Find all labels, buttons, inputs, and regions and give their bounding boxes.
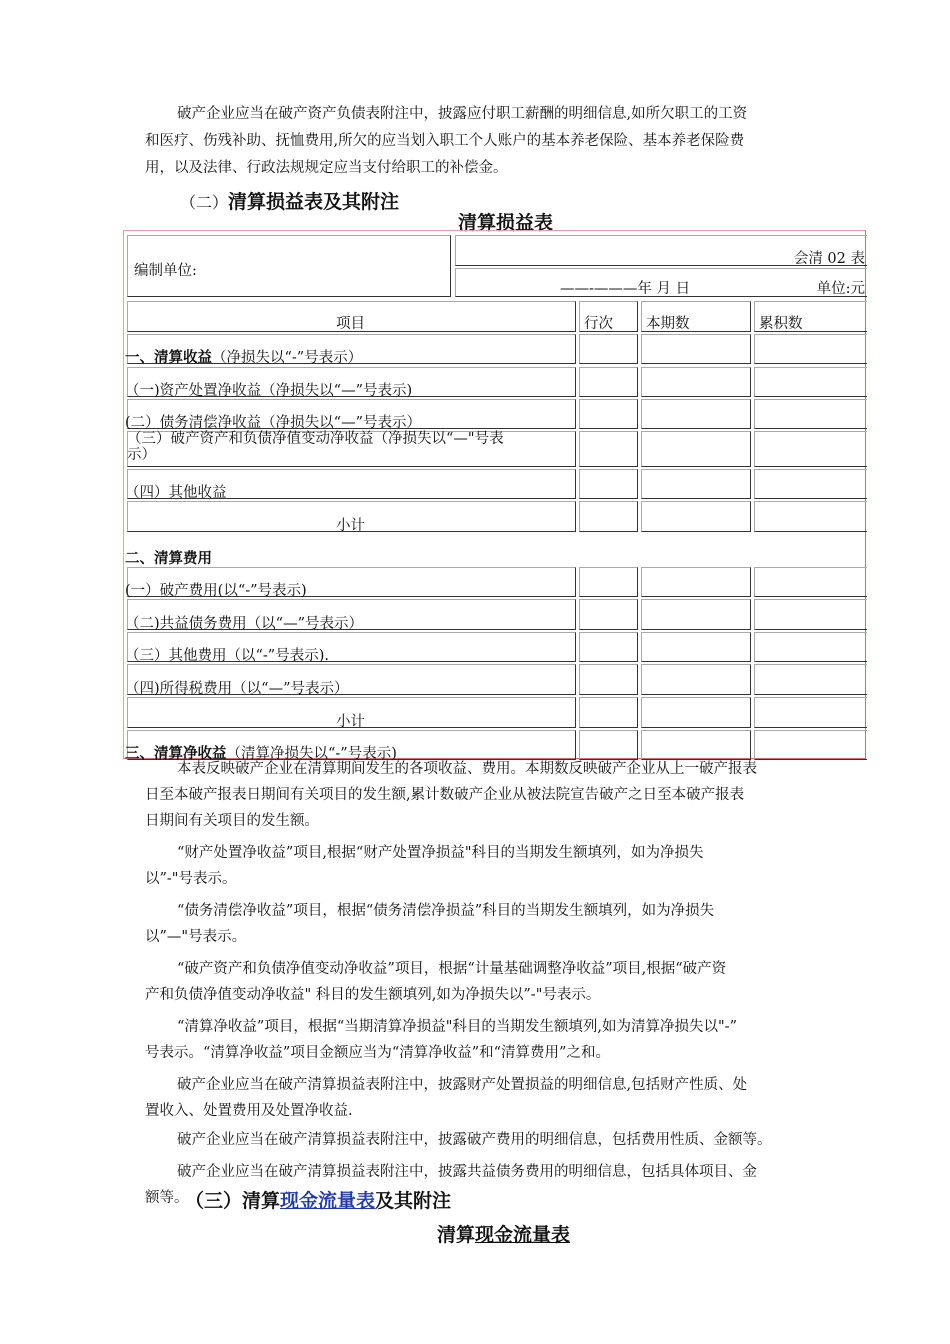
row-label [125, 579, 307, 600]
note-line: 破产企业应当在破产清算损益表附注中，披露财产处置损益的明细信息,包括财产性质、处 [177, 1077, 748, 1093]
row-label-text: （四)所得税费用（以“—”号表示） [125, 681, 349, 697]
header-cumulative: 累积数 [759, 316, 803, 332]
note-line: 日至本破产报表日期间有关项目的发生额,累计数破产企业从被法院宣告破产之日至本破产报表 [145, 787, 745, 803]
row-line-cell[interactable] [579, 697, 638, 728]
row-label [127, 431, 504, 463]
row-cumulative-cell[interactable] [754, 469, 867, 499]
row-cumulative-cell[interactable] [754, 664, 867, 695]
cash-title-link[interactable]: 现金流量表 [475, 1224, 571, 1246]
row-current-cell[interactable] [641, 632, 751, 662]
intro-line: 用，以及法律、行政法规规定应当支付给职工的补偿金。 [145, 160, 508, 176]
row-line-cell[interactable] [579, 431, 638, 467]
row-label: 小计 [336, 518, 365, 534]
row-current-cell[interactable] [641, 567, 751, 597]
section-heading-3 [185, 1186, 451, 1213]
header-line: 行次 [584, 316, 613, 332]
note-paragraph [145, 1072, 857, 1124]
row-line-cell[interactable] [579, 334, 638, 364]
row-line-cell[interactable] [579, 367, 638, 397]
row-line-cell[interactable] [579, 664, 638, 695]
note-paragraph [145, 956, 857, 1008]
row-label-text: (一）破产费用(以“-”号表示) [125, 583, 307, 599]
cash-title-pre: 清算 [437, 1224, 476, 1246]
row-label [125, 411, 421, 432]
row-line-cell[interactable] [579, 567, 638, 597]
note-line: 产和负债净值变动净收益" 科目的发生额填列,如为净损失以”-"号表示。 [145, 987, 601, 1003]
row-current-cell[interactable] [641, 664, 751, 695]
note-paragraph [145, 756, 857, 834]
row-cumulative-cell[interactable] [754, 334, 867, 364]
note-paragraph [145, 840, 857, 892]
note-paragraph [145, 1014, 857, 1066]
row-label [125, 547, 212, 568]
row-label [125, 379, 412, 400]
row-cumulative-cell[interactable] [754, 501, 867, 532]
note-line: 置收入、处置费用及处置净收益. [145, 1103, 353, 1119]
row-label-text: （一)资产处置净收益（净损失以“—”号表示) [125, 383, 413, 399]
row-cumulative-cell[interactable] [754, 431, 867, 467]
cash-flow-link[interactable]: 现金流量表 [280, 1190, 376, 1212]
note-paragraph [145, 1127, 857, 1153]
row-label-text: （净损失以“-”号表示） [212, 350, 363, 366]
row-label-bold: 三、清算净收益 [125, 745, 227, 762]
intro-paragraph [145, 101, 857, 182]
income-statement-table [123, 230, 866, 762]
note-line: 以”-"号表示。 [145, 871, 237, 887]
row-line-cell[interactable] [579, 632, 638, 662]
row-label [125, 346, 362, 367]
row-current-cell[interactable] [641, 399, 751, 429]
row-line-cell[interactable] [579, 469, 638, 499]
row-cumulative-cell[interactable] [754, 399, 867, 429]
row-current-cell[interactable] [641, 501, 751, 532]
row-current-cell[interactable] [641, 697, 751, 728]
row-current-cell[interactable] [641, 599, 751, 630]
row-cumulative-cell[interactable] [754, 599, 867, 630]
row-label-bold: 一、清算收益 [125, 349, 212, 366]
row-label-text: （清算净损失以“-”号表示) [226, 746, 397, 762]
notes-section [145, 756, 857, 1211]
note-line: 以”—"号表示。 [145, 929, 247, 945]
note-line: “破产资产和负债净值变动净收益”项目，根据“计量基础调整净收益”项目,根据“破产资 [177, 961, 727, 977]
row-line-cell[interactable] [579, 599, 638, 630]
note-line: 破产企业应当在破产清算损益表附注中，披露共益债务费用的明细信息，包括具体项目、金 [177, 1164, 757, 1180]
row-label-text: (二）债务清偿净收益（净损失以“—”号表示） [125, 415, 421, 431]
section-prefix: （三）清算 [185, 1190, 281, 1212]
row-cumulative-cell[interactable] [754, 367, 867, 397]
cash-flow-title [437, 1220, 570, 1247]
row-line-cell[interactable] [579, 501, 638, 532]
note-paragraph [145, 898, 857, 950]
row-current-cell[interactable] [641, 431, 751, 467]
row-label-line: （三）破产资产和负债净值变动净收益（净损失以“—"号表 [127, 431, 504, 447]
note-line: “清算净收益”项目，根据“当期清算净损益"科目的当期发生额填列,如为清算净损失以"-” [177, 1019, 737, 1035]
section-suffix: 及其附注 [375, 1190, 452, 1212]
row-label-text: （二)共益债务费用（以“—”号表示） [125, 616, 363, 632]
intro-line: 和医疗、伤残补助、抚恤费用,所欠的应当划入职工个人账户的基本养老保险、基本养老保险费 [145, 133, 745, 149]
note-line: “债务清偿净收益”项目，根据“债务清偿净损益”科目的当期发生额填列，如为净损失 [177, 903, 715, 919]
row-label-line: 示） [127, 447, 156, 463]
row-cumulative-cell[interactable] [754, 632, 867, 662]
row-label [125, 481, 227, 502]
header-current: 本期数 [646, 316, 690, 332]
header-item: 项目 [336, 316, 365, 332]
unit-label: 编制单位: [134, 263, 197, 279]
row-label-text: （三）其他费用（以“-”号表示). [125, 648, 329, 664]
section-prefix: （二） [180, 193, 229, 212]
section-title: 清算损益表及其附注 [228, 191, 400, 213]
row-label [125, 644, 329, 665]
row-label [125, 677, 348, 698]
row-cumulative-cell[interactable] [754, 567, 867, 597]
row-line-cell[interactable] [579, 399, 638, 429]
row-label [125, 612, 363, 633]
row-label: 小计 [336, 714, 365, 730]
row-label-text: （四）其他收益 [125, 485, 227, 501]
table-title: 清算损益表 [458, 212, 554, 234]
intro-line: 破产企业应当在破产资产负债表附注中，披露应付职工薪酬的明细信息,如所欠职工的工资 [177, 106, 748, 122]
note-line: 破产企业应当在破产清算损益表附注中，披露破产费用的明细信息，包括费用性质、金额等。 [177, 1132, 772, 1148]
note-line: “财产处置净收益”项目,根据“财产处置净损益"科目的当期发生额填列，如为净损失 [177, 845, 704, 861]
note-line: 号表示。“清算净收益”项目金额应当为“清算净收益”和“清算费用”之和。 [145, 1045, 610, 1061]
row-current-cell[interactable] [641, 469, 751, 499]
note-line: 日期间有关项目的发生额。 [145, 813, 319, 829]
form-number: 会清 02 表 [793, 251, 865, 267]
unit-of-measure: 单位:元 [816, 281, 865, 297]
row-label-bold: 二、清算费用 [125, 550, 212, 567]
section-heading-2 [180, 187, 399, 214]
note-line: 额等。 [145, 1190, 189, 1206]
row-current-cell[interactable] [641, 367, 751, 397]
row-cumulative-cell[interactable] [754, 697, 867, 728]
date-line: ——-———年 月 日 [560, 281, 691, 297]
row-current-cell[interactable] [641, 334, 751, 364]
note-line: 本表反映破产企业在清算期间发生的各项收益、费用。本期数反映破产企业从上一破产报表 [177, 761, 757, 777]
